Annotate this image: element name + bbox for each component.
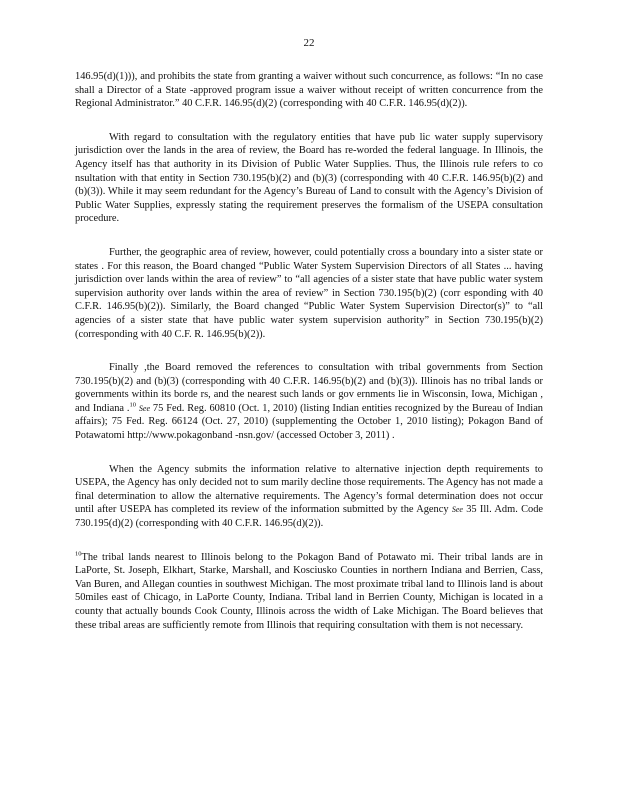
page-number: 22 [303, 37, 315, 49]
body-paragraph [75, 131, 543, 226]
text-run: 146.95(d)(1))), and prohibits the state from granting a waiver without such concurrence, as follows: “In no case shall a Director of a State -approved program issue a waiver without receipt of written concurrence from the Regional Administrator.” 40 C.F.R. 146.95(d)(2) (corresponding with 40 C.F.R. 146.95(d)(2)). [75, 71, 543, 110]
body-paragraph [75, 463, 543, 531]
text-run: The tribal lands nearest to Illinois belong to the Pokagon Band of Potawato mi. Their tribal lands are in LaPorte, St. Joseph, Elkhart, Starke, Marshall, and Kosciusko Counties in northern Indiana and Berrien, Cass, Van Buren, and Allegan counties in southwest Michigan. The most proximate tribal land to Illinois land is about 50miles east of Chicago, in LaPorte County, Indiana. Tribal land in Berrien County, Michigan is located in a county that actually bounds Cook County, Illinois across the width of Lake Michigan. The Board believes that these tribal areas are sufficiently remote from Illinois that requiring consultation with them is not necessary. [75, 551, 543, 631]
body-paragraph [75, 361, 543, 443]
text-run: Further, the geographic area of review, however, could potentially cross a boundary into a sister state or states . For this reason, the Board changed “Public Water System Supervision Directors of all States ... having jurisdiction over lands within the area of review” to “all agencies of a sister state that have public water system supervision authority over lands within the area of review” in Section 730.195(b)(2) (corr esponding with 40 C.F.R. 146.95(b)(2)). Similarly, the Board changed “Public Water System Supervision Director(s)” to “all agencies of a sister state that have public water system supervision authority” in Section 730.195(b)(2) (corresponding with 40 C.F. R. 146.95(b)(2)). [75, 246, 543, 340]
text-run: 35 Ill. Adm. Code 730.195(d)(2) (corresponding with 40 C.F.R. 146.95(d)(2)). [75, 504, 543, 530]
body-paragraph [75, 70, 543, 111]
citation-signal: See [451, 505, 463, 515]
text-run: With regard to consultation with the regulatory entities that have pub lic water supply supervisory jurisdiction over the lands in the area of review, the Board has re-worded the federal language. In Illinois, the Agency itself has that authority in its Division of Public Water Supplies. Thus, the Illinois rule refers to co nsultation with that entity in Section 730.195(b)(2) and (b)(3) (corresponding with 40 C.F.R. 146.95(b)(2) and (b)(3)). While it may seem redundant for the Agency’s Bureau of Land to consult with the Agency’s Division of Public Water Supplies, expressly stating the requirement preserves the formalism of the USEPA consultation procedure. [75, 131, 543, 225]
document-body [75, 70, 543, 632]
citation-signal: See [138, 403, 151, 413]
footnote [75, 551, 543, 633]
footnote-marker: 10 [129, 401, 137, 409]
text-run: When the Agency submits the information relative to alternative injection depth requirements to USEPA, the Agency has only decided not to sum marily decline those requirements. The Agency has not made a final determination to allow the alternative requirements. The Agency’s formal determination does not occur until after USEPA has completed its review of the information submitted by the Agency [75, 463, 543, 516]
footnote-marker: 10 [75, 550, 82, 558]
text-run: Finally ,the Board removed the references to consultation with tribal governments from Section 730.195(b)(2) and (b)(3) (corresponding with 40 C.F.R. 146.95(b)(2) and (b)(3)). Illinois has no tribal lands or governments within its borde rs, and the nearest such lands or gov ernments lie in Wisconsin, Iowa, Michigan , and Indiana . [75, 362, 543, 414]
body-paragraph [75, 246, 543, 341]
text-run: 75 Fed. Reg. 60810 (Oct. 1, 2010) (listing Indian entities recognized by the Bureau of Indian affairs); 75 Fed. Reg. 66124 (Oct. 27, 2010) (supplementing the October 1, 2010 listing); Pokagon Band of Potawatomi http://www.pokagonband -nsn.gov/ (accessed October 3, 2011) . [75, 402, 544, 442]
